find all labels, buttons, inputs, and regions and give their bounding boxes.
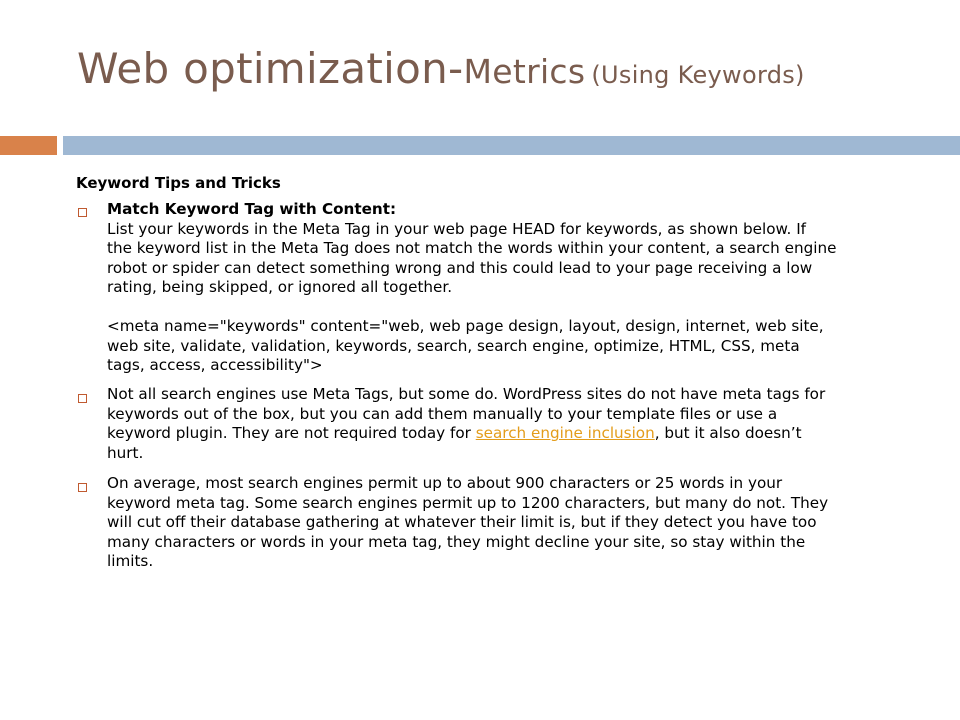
bullet-1-line-1: List your keywords in the Meta Tag in your web page HEAD for keywords, as shown below. If (107, 219, 807, 238)
bullet-1-line-4: rating, being skipped, or ignored all together. (107, 278, 453, 296)
title-main: Web optimization- (77, 44, 464, 93)
bullet-2-line-2: keywords out of the box, but you can add them manually to your template files or use a (107, 404, 778, 423)
bullet-item-1 (107, 200, 922, 298)
bullet-2-line-3 (107, 424, 922, 444)
bullet-marker-2 (78, 394, 87, 403)
meta-code-line-2: web site, validate, validation, keywords, search, search engine, optimize, HTML, CSS, meta (107, 336, 800, 355)
bullet-2-line-3-after: , but it also doesn’t (654, 424, 802, 442)
bullet-1-line-3: robot or spider can detect something wrong and this could lead to your page receiving a low (107, 258, 813, 277)
bullet-2-line-1: Not all search engines use Meta Tags, but some do. WordPress sites do not have meta tags for (107, 385, 826, 403)
bullet-1-label: Match Keyword Tag with Content: (107, 200, 397, 218)
section-heading: Keyword Tips and Tricks (76, 174, 281, 192)
title-metrics: Metrics (463, 52, 586, 91)
bullet-2-line-4: hurt. (107, 443, 144, 462)
bullet-item-3 (107, 474, 922, 572)
meta-code-line-1: <meta name="keywords" content="web, web page design, layout, design, internet, web site, (107, 317, 824, 335)
bullet-3-line-1: On average, most search engines permit up to about 900 characters or 25 words in your (107, 474, 783, 492)
bullet-3-line-4: many characters or words in your meta tag, they might decline your site, so stay within the (107, 532, 806, 551)
meta-code-line-3: tags, access, accessibility"> (107, 356, 323, 374)
bullet-marker-1 (78, 208, 87, 217)
bullet-3-line-5: limits. (107, 552, 154, 570)
title-subtitle: (Using Keywords) (591, 61, 805, 89)
bullet-item-2 (107, 385, 922, 463)
bullet-3-line-3: will cut off their database gathering at whatever their limit is, but if they detect you have too (107, 513, 817, 531)
bullet-2-line-3-before: keyword plugin. They are not required today for (107, 424, 476, 442)
meta-tag-example (107, 317, 922, 376)
bullet-3-line-2: keyword meta tag. Some search engines permit up to 1200 characters, but many do not. They (107, 493, 829, 512)
bullet-marker-3 (78, 483, 87, 492)
search-engine-inclusion-link[interactable]: search engine inclusion (475, 424, 655, 442)
bullet-1-line-2: the keyword list in the Meta Tag does not match the words within your content, a search engine (107, 239, 837, 257)
